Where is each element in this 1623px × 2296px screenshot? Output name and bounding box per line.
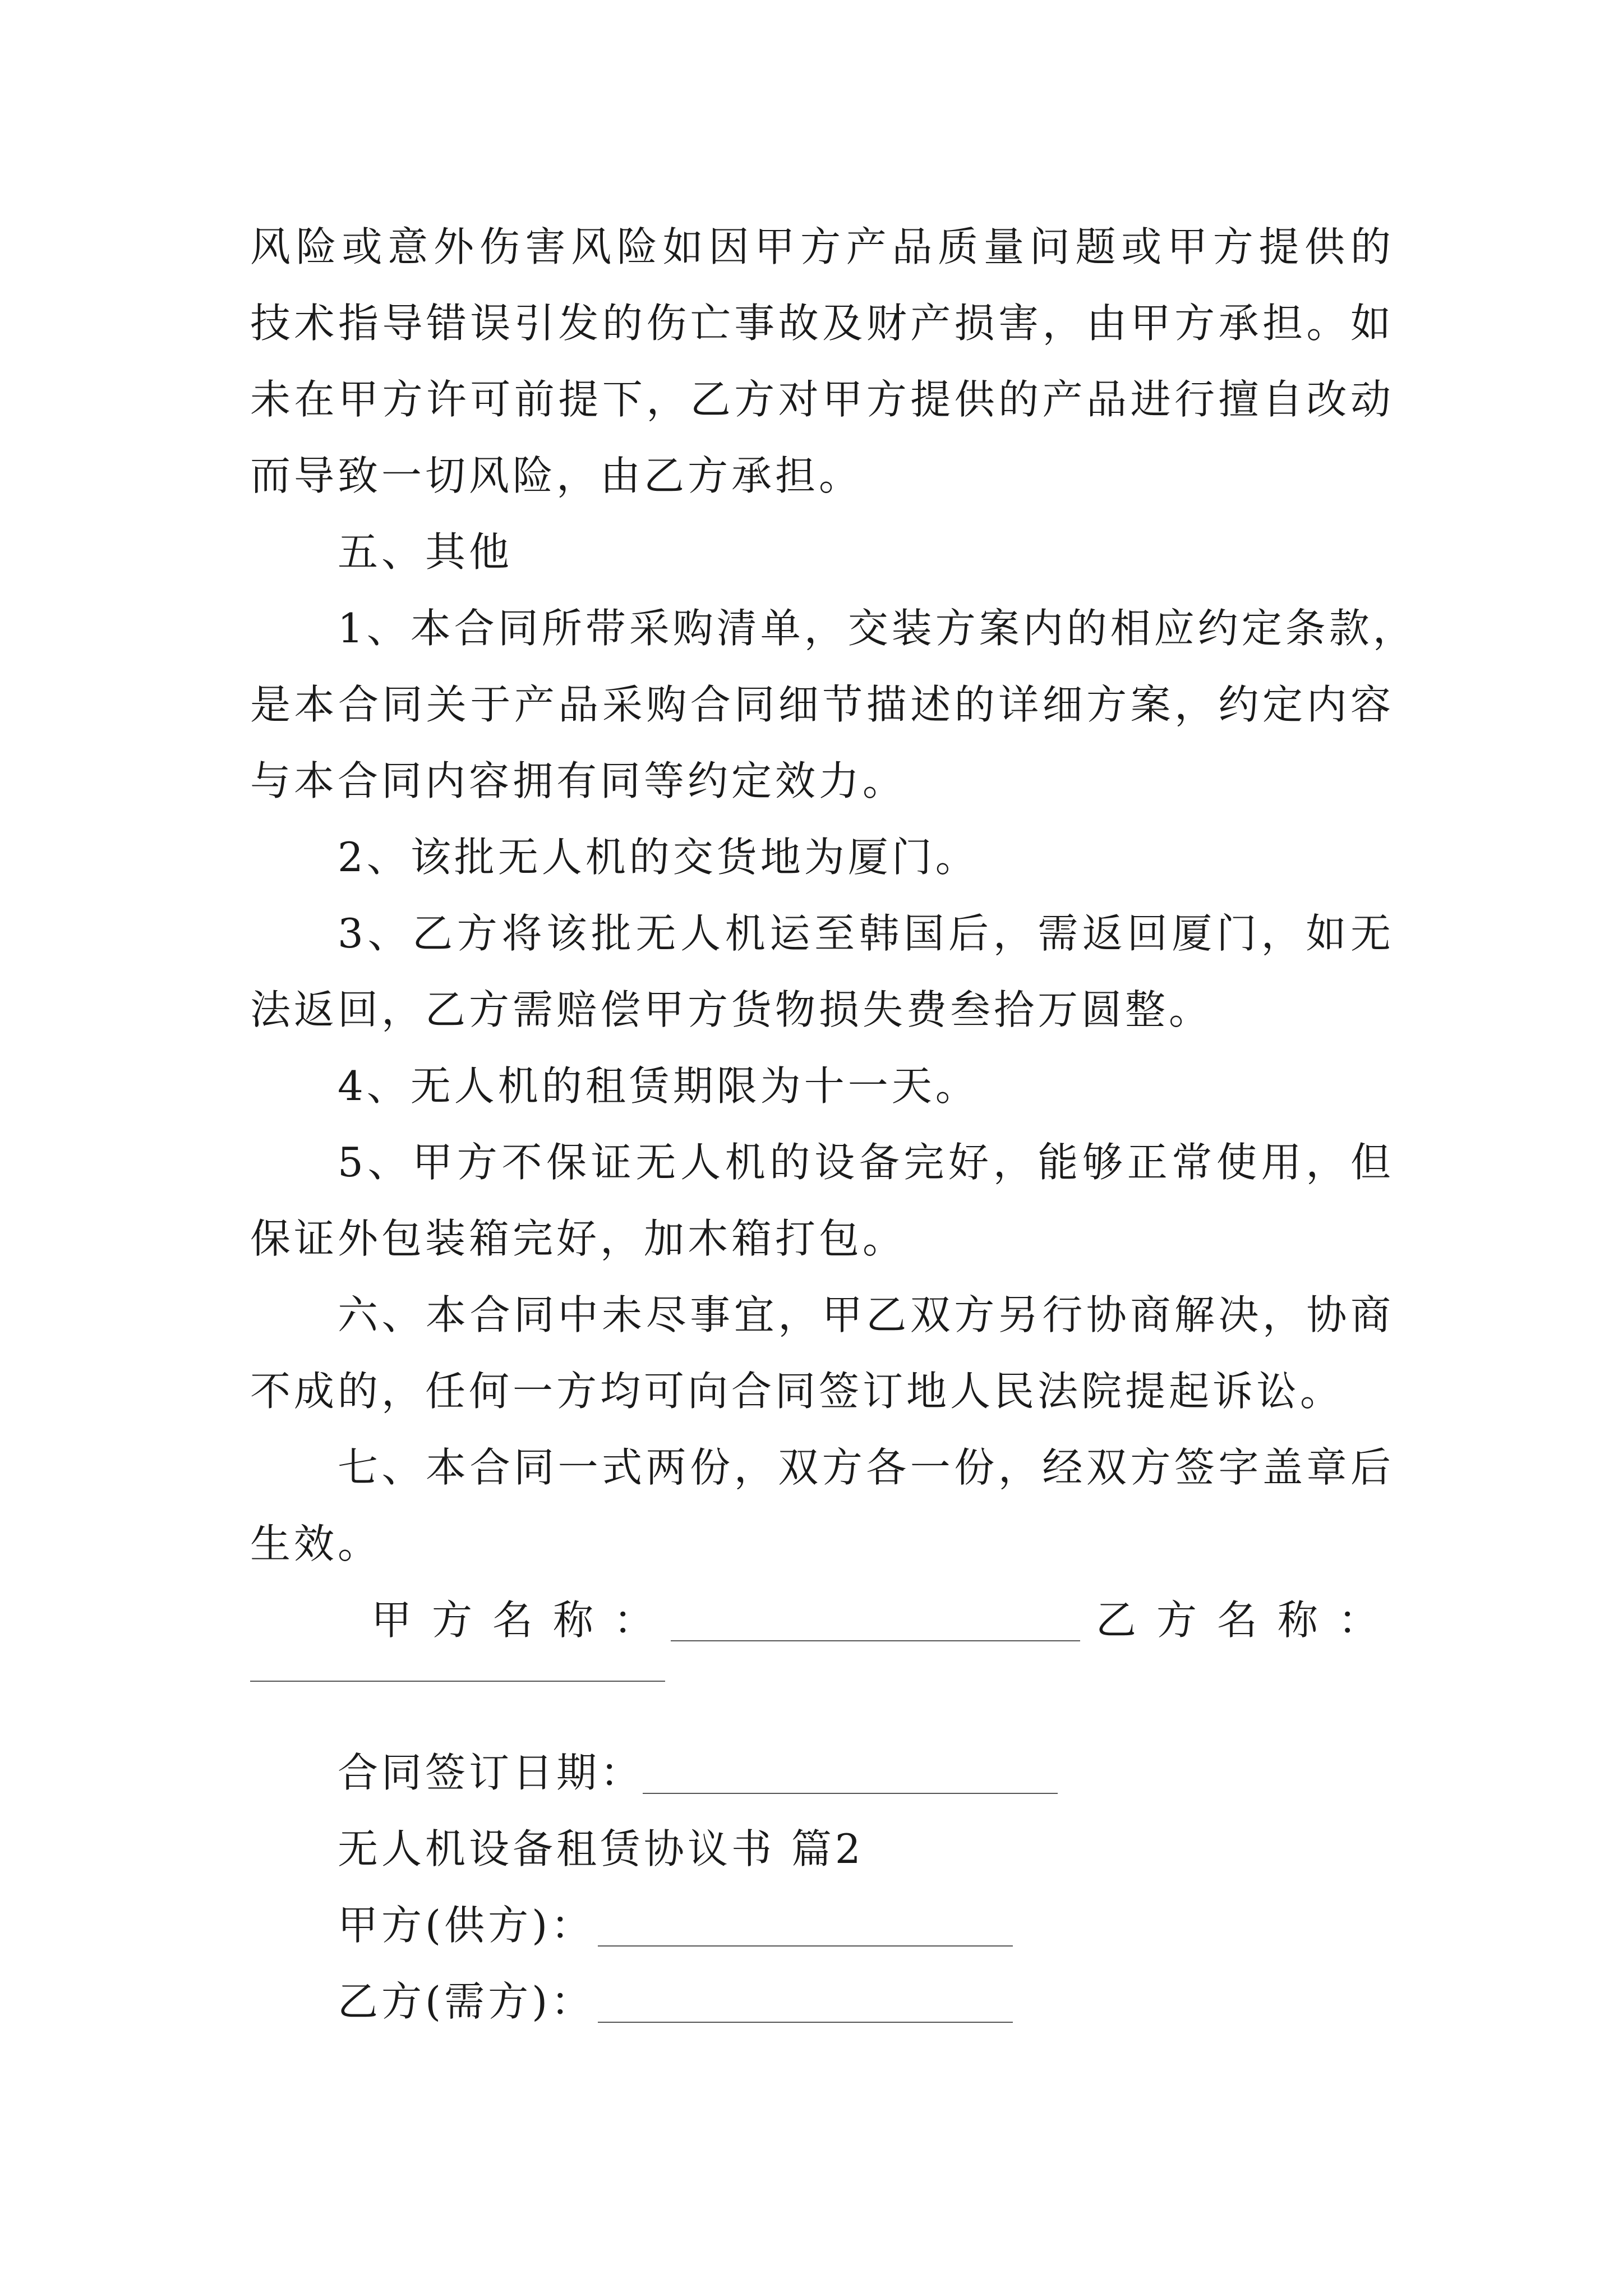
text-line: 3、乙方将该批无人机运至韩国后，需返回厦门，如无 (338, 910, 1394, 957)
party-b-name-blank[interactable] (250, 1681, 665, 1682)
text-line: 保证外包装箱完好，加木箱打包。 (250, 1215, 907, 1262)
document-body (250, 209, 1417, 2040)
paragraph-item-3 (250, 895, 1394, 1048)
buyer-blank[interactable] (598, 2022, 1013, 2023)
next-agreement-title-row (250, 1811, 1394, 1887)
text-line: 六、本合同中未尽事宜，甲乙双方另行协商解决，协商 (338, 1291, 1394, 1338)
text-line: 生效。 (250, 1520, 382, 1567)
text-line: 与本合同内容拥有同等约定效力。 (250, 757, 907, 804)
party-b-name-line (250, 1658, 1394, 1734)
text-line: 5、甲方不保证无人机的设备完好，能够正常使用，但 (338, 1139, 1394, 1186)
paragraph-item-1 (250, 590, 1417, 819)
sign-date-blank[interactable] (643, 1793, 1058, 1794)
text-line: 而导致一切风险，由乙方承担。 (250, 452, 863, 499)
paragraph-risk-continuation (250, 209, 1394, 514)
sign-date-label: 合同签订日期： (338, 1749, 644, 1796)
text-line: 1、本合同所带采购清单，交装方案内的相应约定条款， (338, 605, 1417, 652)
buyer-label: 乙方(需方)： (338, 1978, 595, 2025)
text-line: 法返回，乙方需赔偿甲方货物损失费叁拾万圆整。 (250, 986, 1213, 1033)
party-a-name-label: 甲方名称： (371, 1596, 675, 1644)
text-line: 技术指导错误引发的伤亡事故及财产损害，由甲方承担。如 (250, 300, 1394, 347)
paragraph-clause-6 (250, 1277, 1394, 1429)
supplier-row (250, 1887, 1394, 1963)
signature-row (250, 1582, 1399, 1658)
text-line: 七、本合同一式两份，双方各一份，经双方签字盖章后 (338, 1444, 1394, 1491)
paragraph-item-2: 2、该批无人机的交货地为厦门。 (338, 834, 979, 881)
text-line: 风险或意外伤害风险如因甲方产品质量问题或甲方提供的 (250, 223, 1394, 270)
text-line: 是本合同关于产品采购合同细节描述的详细方案，约定内容 (250, 681, 1394, 728)
sign-date-row (250, 1734, 1394, 1811)
text-line: 未在甲方许可前提下，乙方对甲方提供的产品进行擅自改动 (250, 376, 1394, 423)
next-agreement-title: 无人机设备租赁协议书 篇2 (338, 1825, 864, 1872)
supplier-blank[interactable] (598, 1945, 1013, 1947)
party-a-name-blank[interactable] (671, 1640, 1080, 1641)
buyer-row (250, 1963, 1394, 2040)
party-b-name-label: 乙方名称： (1096, 1596, 1399, 1644)
section-heading-other: 五、其他 (338, 528, 513, 576)
text-line: 不成的，任何一方均可向合同签订地人民法院提起诉讼。 (250, 1368, 1344, 1415)
supplier-label: 甲方(供方)： (338, 1902, 595, 1949)
paragraph-item-5 (250, 1124, 1394, 1277)
paragraph-clause-7 (250, 1429, 1394, 1582)
paragraph-item-4: 4、无人机的租赁期限为十一天。 (338, 1062, 979, 1110)
